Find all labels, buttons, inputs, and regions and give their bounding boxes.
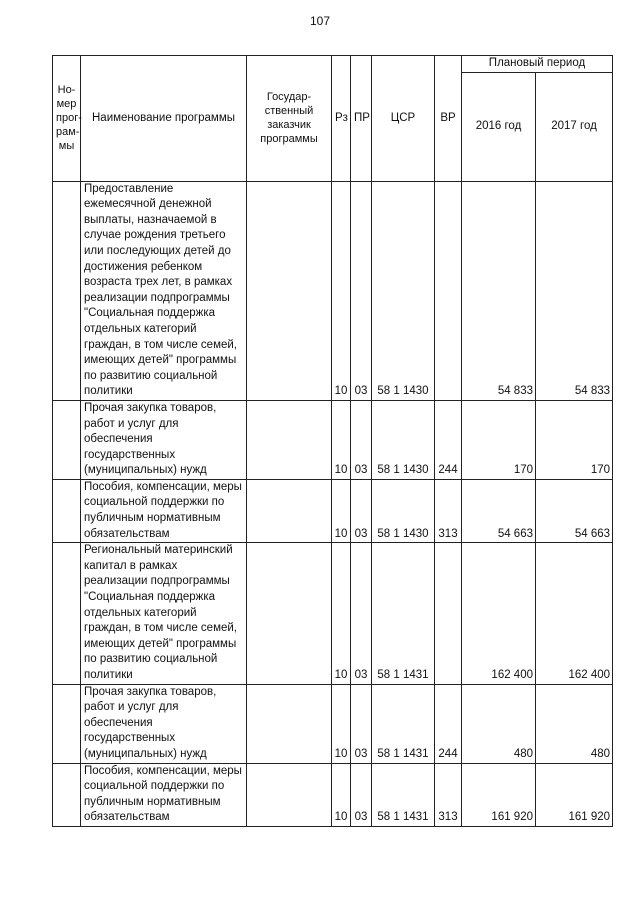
amount-2017-cell: 54 663 <box>536 479 613 542</box>
pr-cell: 03 <box>351 479 372 542</box>
header-year-2017: 2017 год <box>536 72 613 181</box>
header-customer: Государ-ственный заказчик программы <box>247 56 332 182</box>
header-pr: ПР <box>351 56 372 182</box>
header-year-2016: 2016 год <box>462 72 536 181</box>
pr-cell: 03 <box>351 543 372 684</box>
vr-cell: 313 <box>435 763 462 826</box>
table-row <box>53 181 613 400</box>
amount-2016-cell: 54 833 <box>462 181 536 400</box>
vr-cell: 313 <box>435 479 462 542</box>
row-number-cell <box>53 479 81 542</box>
table-row <box>53 543 613 684</box>
row-number-cell <box>53 684 81 763</box>
header-rz: Рз <box>332 56 351 182</box>
row-number-cell <box>53 763 81 826</box>
pr-cell: 03 <box>351 684 372 763</box>
row-number-cell <box>53 181 81 400</box>
csr-cell: 58 1 1431 <box>372 684 435 763</box>
csr-cell: 58 1 1431 <box>372 763 435 826</box>
rz-cell: 10 <box>332 479 351 542</box>
amount-2017-cell: 170 <box>536 400 613 479</box>
header-program-name: Наименование программы <box>81 56 247 182</box>
program-name-cell: Предоставление ежемесячной денежной выплаты, назначаемой в случае рождения третьего или последующих детей до достижения ребенком возраста трех лет, в рамках реализации подпрограммы "Социальная поддержка отдельных категорий граждан, в том числе семей, имеющих детей" программы по развитию социальной политики <box>81 181 247 400</box>
program-name-cell: Пособия, компенсации, меры социальной поддержки по публичным нормативным обязательствам <box>81 479 247 542</box>
budget-table <box>52 55 613 827</box>
amount-2017-cell: 162 400 <box>536 543 613 684</box>
table-row <box>53 763 613 826</box>
program-name-cell: Пособия, компенсации, меры социальной поддержки по публичным нормативным обязательствам <box>81 763 247 826</box>
table-row <box>53 479 613 542</box>
csr-cell: 58 1 1430 <box>372 181 435 400</box>
pr-cell: 03 <box>351 763 372 826</box>
header-vr: ВР <box>435 56 462 182</box>
rz-cell: 10 <box>332 181 351 400</box>
amount-2016-cell: 54 663 <box>462 479 536 542</box>
vr-cell: 244 <box>435 684 462 763</box>
vr-cell <box>435 181 462 400</box>
csr-cell: 58 1 1430 <box>372 400 435 479</box>
rz-cell: 10 <box>332 400 351 479</box>
rz-cell: 10 <box>332 543 351 684</box>
amount-2017-cell: 480 <box>536 684 613 763</box>
vr-cell: 244 <box>435 400 462 479</box>
header-csr: ЦСР <box>372 56 435 182</box>
header-planned-period: Плановый период <box>462 56 613 73</box>
csr-cell: 58 1 1430 <box>372 479 435 542</box>
rz-cell: 10 <box>332 763 351 826</box>
amount-2016-cell: 161 920 <box>462 763 536 826</box>
header-program-number: Но-мер прог-рам-мы <box>53 56 81 182</box>
program-name-cell: Региональный материнский капитал в рамках реализации подпрограммы "Социальная поддержка отдельных категорий граждан, в том числе семей, имеющих детей" программы по развитию социальной политики <box>81 543 247 684</box>
table-row <box>53 684 613 763</box>
vr-cell <box>435 543 462 684</box>
amount-2016-cell: 162 400 <box>462 543 536 684</box>
customer-cell <box>247 400 332 479</box>
program-name-cell: Прочая закупка товаров, работ и услуг для обеспечения государственных (муниципальных) нужд <box>81 684 247 763</box>
row-number-cell <box>53 400 81 479</box>
pr-cell: 03 <box>351 400 372 479</box>
customer-cell <box>247 479 332 542</box>
amount-2017-cell: 54 833 <box>536 181 613 400</box>
program-name-cell: Прочая закупка товаров, работ и услуг для обеспечения государственных (муниципальных) нужд <box>81 400 247 479</box>
customer-cell <box>247 684 332 763</box>
rz-cell: 10 <box>332 684 351 763</box>
customer-cell <box>247 181 332 400</box>
amount-2017-cell: 161 920 <box>536 763 613 826</box>
csr-cell: 58 1 1431 <box>372 543 435 684</box>
page-number: 107 <box>309 14 331 28</box>
customer-cell <box>247 763 332 826</box>
table-row <box>53 400 613 479</box>
row-number-cell <box>53 543 81 684</box>
amount-2016-cell: 480 <box>462 684 536 763</box>
amount-2016-cell: 170 <box>462 400 536 479</box>
pr-cell: 03 <box>351 181 372 400</box>
table-body <box>53 181 613 826</box>
customer-cell <box>247 543 332 684</box>
